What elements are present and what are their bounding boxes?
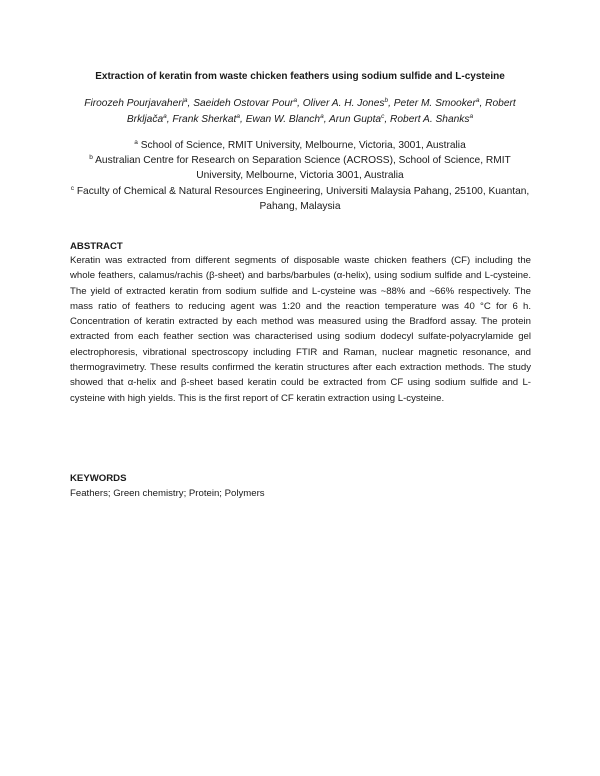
abstract-text: Keratin was extracted from different segments of disposable waste chicken feathers (CF) including the whole feathers, calamus/rachis (β-sheet) and barbs/barbules (α-helix), using sodium sulfide and L-cysteine. The yield of extracted keratin from sodium sulfide and L-cysteine was ~88% and ~66% respectively. The mass ratio of feathers to reducing agent was 1:20 and the reaction temperature was 40 °C for 6 h. Concentration of keratin extracted by each method was measured using the Bradford assay. The protein extracted from each feather section was characterised using sodium dodecyl sulfate-polyacrylamide gel electrophoresis, vibrational spectroscopy including FTIR and Raman, nuclear magnetic resonance, and thermogravimetry. These results confirmed the keratin structures after each extraction methods. The study showed that α-helix and β-sheet based keratin could be extracted from CF using sodium sulfide and L-cysteine with high yields. This is the first report of CF keratin extraction using L-cysteine.	[70, 255, 531, 404]
author-name: Robert Brkljača	[126, 98, 516, 125]
author-name: Firoozeh Pourjavaheri	[84, 98, 184, 109]
author-affiliation-mark: a	[469, 113, 474, 120]
paper-title: Extraction of keratin from waste chicken feathers using sodium sulfide and L-cysteine	[95, 71, 505, 82]
author-name: Ewan W. Blanch	[245, 114, 321, 125]
keywords-text: Feathers; Green chemistry; Protein; Polymers	[70, 488, 265, 499]
author-separator: ,	[187, 98, 194, 109]
affiliation	[70, 153, 530, 183]
affiliation	[70, 184, 530, 214]
author-affiliation-mark: a	[163, 113, 167, 120]
author-separator: ,	[479, 98, 486, 109]
affiliation-list	[70, 138, 530, 214]
affiliation	[70, 138, 530, 153]
author-separator: ,	[166, 114, 173, 125]
abstract-heading: ABSTRACT	[70, 241, 123, 252]
author-affiliation-mark: a	[183, 97, 188, 104]
affiliation-text: Australian Centre for Research on Separation Science (ACROSS), School of Science, RMIT University, Melbourne, Victoria 3001, Australia	[95, 155, 511, 182]
author-name: Saeideh Ostovar Pour	[193, 98, 294, 109]
author-separator: ,	[384, 114, 391, 125]
author-affiliation-mark: a	[236, 113, 241, 120]
author-separator: ,	[297, 98, 303, 109]
author-separator: ,	[388, 98, 394, 109]
author-separator: ,	[323, 114, 329, 125]
author-name: Frank Sherkat	[172, 114, 237, 125]
author-name: Oliver A. H. Jones	[302, 98, 385, 109]
author-separator: ,	[240, 114, 246, 125]
affiliation-mark: b	[89, 154, 93, 162]
affiliation-mark: c	[70, 184, 74, 192]
author-list	[66, 96, 534, 128]
affiliation-text: School of Science, RMIT University, Melbourne, Victoria, 3001, Australia	[140, 140, 466, 151]
author-name: Arun Gupta	[328, 114, 382, 125]
affiliation-text: Faculty of Chemical & Natural Resources Engineering, Universiti Malaysia Pahang, 25100, Kuantan, Pahang, Malaysia	[76, 185, 530, 212]
author-name: Robert A. Shanks	[390, 114, 470, 125]
author-affiliation-mark: a	[293, 97, 298, 104]
author-affiliation-mark: a	[320, 113, 324, 120]
affiliation-mark: a	[134, 139, 138, 146]
author-affiliation-mark: a	[475, 97, 480, 104]
author-affiliation-mark: c	[381, 113, 385, 120]
author-name: Peter M. Smooker	[393, 98, 476, 109]
author-affiliation-mark: b	[384, 97, 389, 104]
keywords-heading: KEYWORDS	[70, 473, 127, 484]
